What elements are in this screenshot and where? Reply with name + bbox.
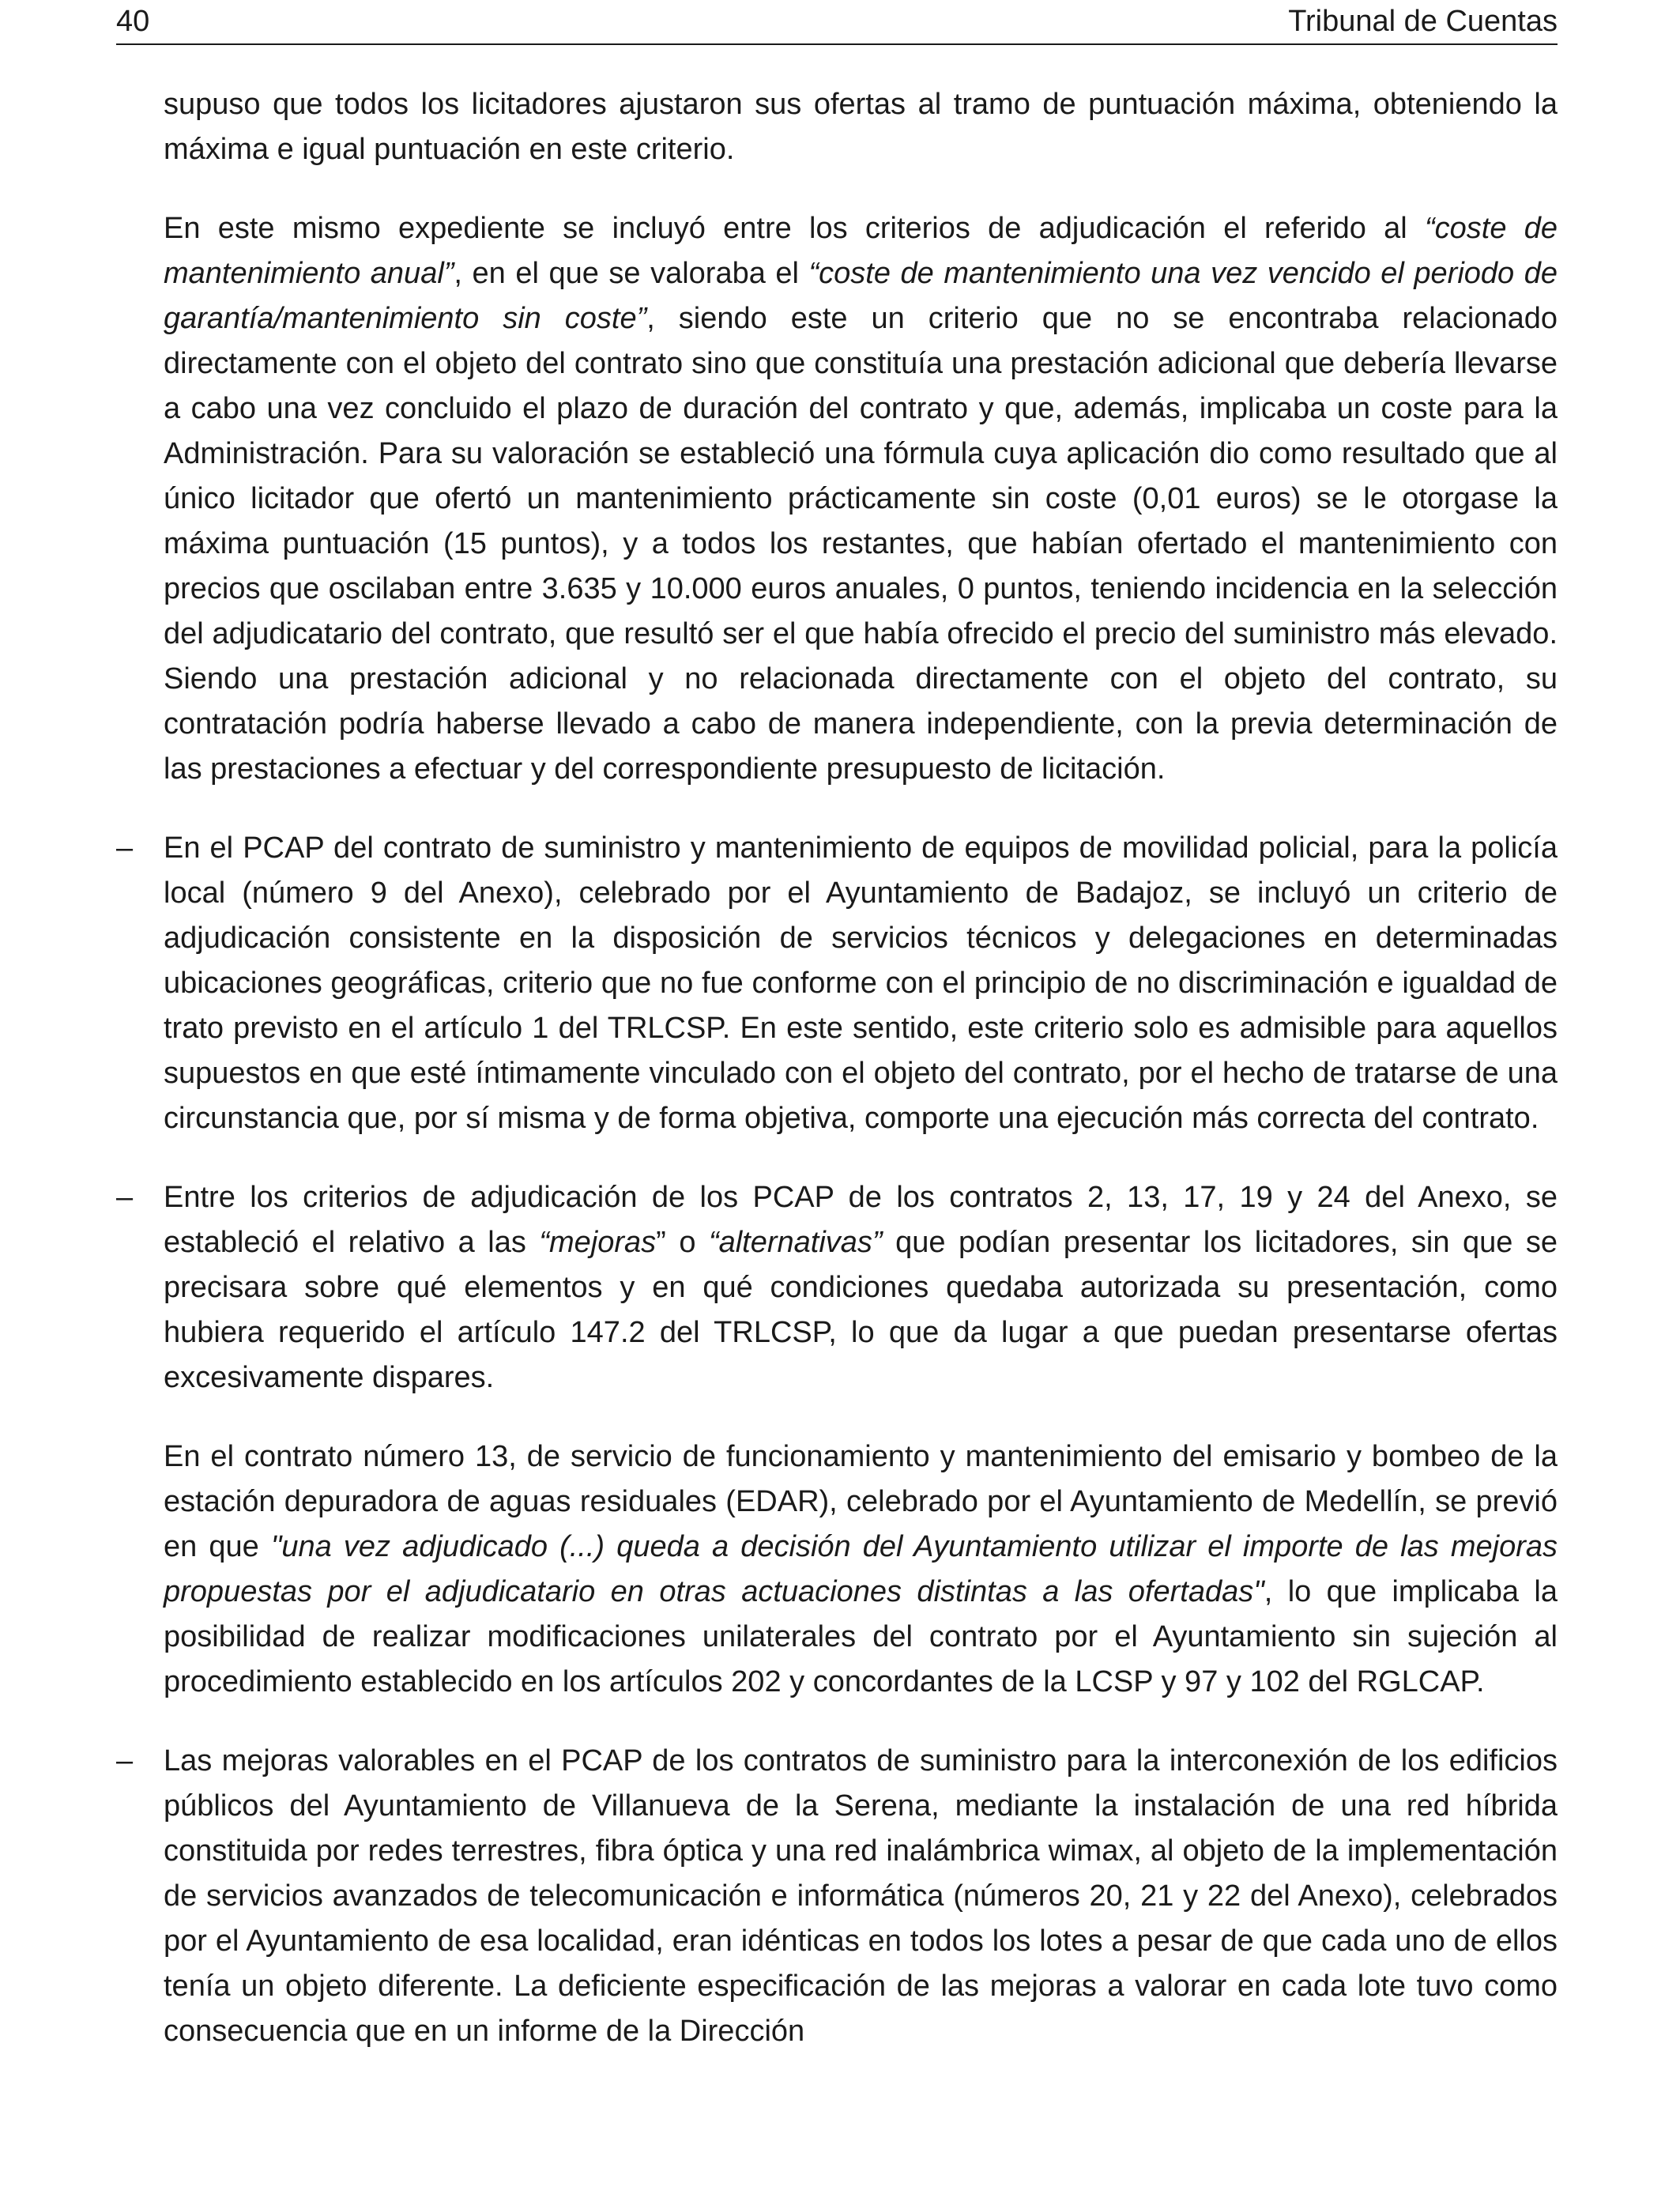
paragraph-medellin (116, 1434, 1558, 1705)
dash-bullet: – (116, 831, 134, 865)
paragraph-coste-mantenimiento (116, 206, 1558, 792)
paragraph-continuation (116, 82, 1558, 172)
bullet-text: que podían presentar los licitadores, sin que se precisara sobre qué elementos y en qué condiciones quedaba autorizada su presentación, como hubiera requerido el artículo 147.2 del TRLCSP, lo que da lugar a que puedan presentarse ofertas excesivamente dispares. (164, 1226, 1558, 1394)
bullet-text: Las mejoras valorables en el PCAP de los contratos de suministro para la interconexión de los edificios públicos del Ayuntamiento de Villanueva de la Serena, mediante la instalación de una red híbrida constituida por redes terrestres, fibra óptica y una red inalámbrica wimax, al objeto de la implementación de servicios avanzados de telecomunicación e informática (números 20, 21 y 22 del Anexo), celebrados por el Ayuntamiento de esa localidad, eran idénticas en todos los lotes a pesar de que cada uno de ellos tenía un objeto diferente. La deficiente especificación de las mejoras a valorar en cada lote tuvo como consecuencia que en un informe de la Dirección (164, 1744, 1558, 2048)
header-title: Tribunal de Cuentas (1288, 5, 1558, 38)
bullet-item-mejoras (116, 1175, 1558, 1400)
bullet-text: Entre los criterios de adjudicación de los PCAP de los contratos 2, 13, 17, 19 y 24 del Anexo, se estableció el relativo a las (164, 1181, 1558, 1259)
paragraph-text: En este mismo expediente se incluyó entre los criterios de adjudicación el referido al (164, 212, 1425, 245)
quoted-text: "una vez adjudicado (...) queda a decisión del Ayuntamiento utilizar el importe de las mejoras propuestas por el adjudicatario en otras actuaciones distintas a las ofertadas" (164, 1530, 1558, 1608)
paragraph-text: , en el que se valoraba el (454, 257, 809, 290)
paragraph-text: En el contrato número 13, de servicio de funcionamiento y mantenimiento del emisario y bombeo de la estación depuradora de aguas residuales (EDAR), celebrado por el Ayuntamiento de Medellín, se previó en que (164, 1440, 1558, 1563)
quoted-text: “alternativas” (708, 1226, 883, 1259)
quoted-text: “mejoras (539, 1226, 657, 1259)
document-body (116, 82, 1558, 2088)
dash-bullet: – (116, 1181, 134, 1214)
paragraph-text: supuso que todos los licitadores ajustaron sus ofertas al tramo de puntuación máxima, obteniendo la máxima e igual puntuación en este criterio. (164, 88, 1558, 166)
bullet-text: En el PCAP del contrato de suministro y mantenimiento de equipos de movilidad policial, para la policía local (número 9 del Anexo), celebrado por el Ayuntamiento de Badajoz, se incluyó un criterio de adjudicación consistente en la disposición de servicios técnicos y delegaciones en determinadas ubicaciones geográficas, criterio que no fue conforme con el principio de no discriminación e igualdad de trato previsto en el artículo 1 del TRLCSP. En este sentido, este criterio solo es admisible para aquellos supuestos en que esté íntimamente vinculado con el objeto del contrato, por el hecho de tratarse de una circunstancia que, por sí misma y de forma objetiva, comporte una ejecución más correcta del contrato. (164, 831, 1558, 1135)
bullet-item-villanueva (116, 1739, 1558, 2054)
paragraph-text: , siendo este un criterio que no se encontraba relacionado directamente con el objeto del contrato sino que constituía una prestación adicional que debería llevarse a cabo una vez concluido el plazo de duración del contrato y que, además, implicaba un coste para la Administración. Para su valoración se estableció una fórmula cuya aplicación dio como resultado que al único licitador que ofertó un mantenimiento prácticamente sin coste (0,01 euros) se le otorgase la máxima puntuación (15 puntos), y a todos los restantes, que habían ofertado el mantenimiento con precios que oscilaban entre 3.635 y 10.000 euros anuales, 0 puntos, teniendo incidencia en la selección del adjudicatario del contrato, que resultó ser el que había ofrecido el precio del suministro más elevado. Siendo una prestación adicional y no relacionada directamente con el objeto del contrato, su contratación podría haberse llevado a cabo de manera independiente, con la previa determinación de las prestaciones a efectuar y del correspondiente presupuesto de licitación. (164, 302, 1558, 786)
page-number: 40 (116, 5, 150, 38)
bullet-item-badajoz (116, 826, 1558, 1141)
page-header (116, 0, 1558, 45)
quoted-text: “coste de mantenimiento una vez vencido el periodo de garantía/mantenimiento sin coste” (164, 257, 1558, 335)
bullet-text: ” o (656, 1226, 709, 1259)
paragraph-text: , lo que implicaba la posibilidad de realizar modificaciones unilaterales del contrato por el Ayuntamiento sin sujeción al procedimiento establecido en los artículos 202 y concordantes de la LCSP y 97 y 102 del RGLCAP. (164, 1575, 1558, 1698)
quoted-text: “coste de mantenimiento anual” (164, 212, 1558, 290)
dash-bullet: – (116, 1744, 134, 1777)
